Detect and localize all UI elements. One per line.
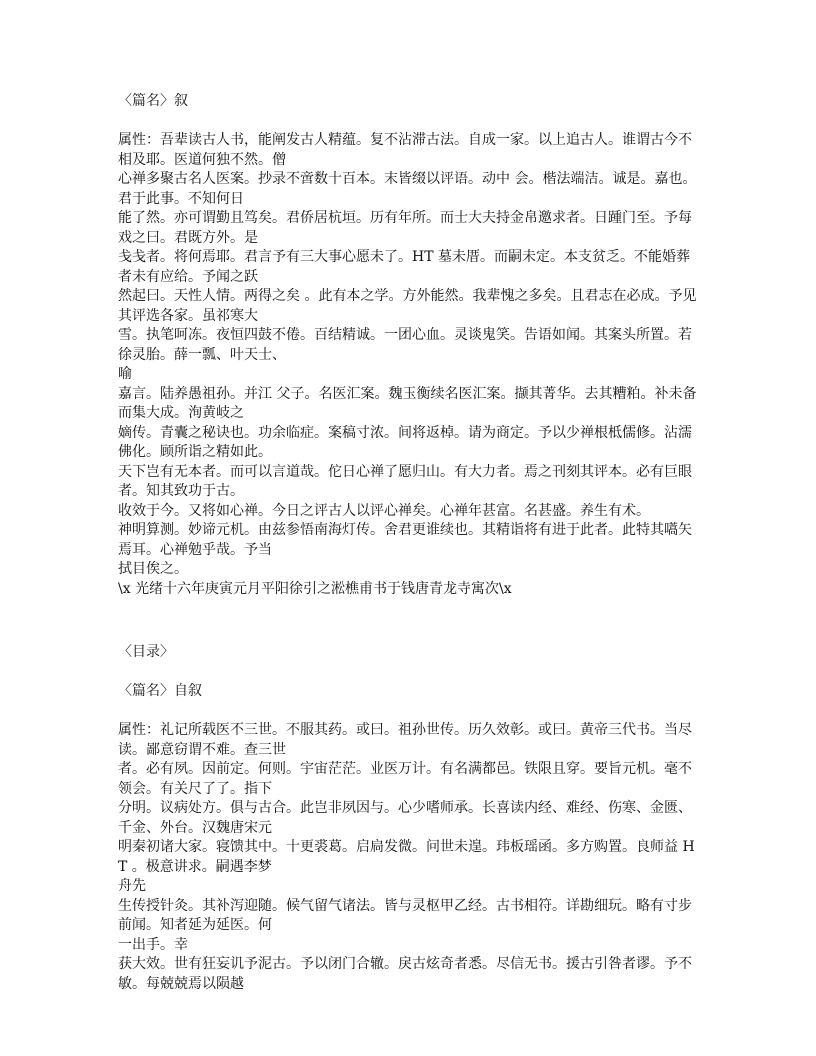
paragraph: 然起曰。天性人情。两得之矣 。此有本之学。方外能然。我辈愧之多矣。且君志在必成。予见其评选各家。虽祁寒大: [118, 288, 697, 324]
paragraph: 能了然。亦可谓勤且笃矣。君侨居杭垣。历有年所。而士大夫持金帛邀求者。日踵门至。予每戏之曰。君既方外。是: [118, 210, 692, 246]
paragraph: 一出手。幸: [118, 936, 188, 953]
spacer: [118, 599, 702, 643]
spacer: [118, 112, 702, 132]
paragraph: 者。必有夙。因前定。何则。宇宙茫茫。业医万计。有名满都邑。铁限且穿。要旨元机。毫不领会。有关尺了了。指下: [118, 761, 692, 797]
paragraph: 生传授针灸。其补泻迎随。候气留气诸法。皆与灵枢甲乙经。古书相符。详勘细玩。略有寸步前闻。知者延为延医。何: [118, 897, 692, 933]
spacer: [118, 663, 702, 683]
paragraph: 获大效。世有狂妄讥予泥古。予以闭门合辙。戾古炫奇者悉。尽信无书。援古引咎者谬。予不敏。每兢兢焉以陨越: [118, 956, 692, 992]
paragraph: 天下岂有无本者。而可以言道哉。佗日心禅了愿归山。有大力者。焉之刊刻其评本。必有巨眼者。知其致功于古。: [118, 463, 692, 499]
paragraph: 明秦初诸大家。寝馈其中。十更裘葛。启扃发微。问世未遑。玮板瑶函。多方购置。良师益 HT 。极意讲求。嗣遇李梦: [118, 839, 695, 875]
signature-line: \x 光绪十六年庚寅元月平阳徐引之淞樵甫书于钱唐青龙寺寓次\x: [118, 580, 512, 597]
paragraph: 喻: [118, 366, 132, 382]
section-body: [118, 721, 702, 994]
paragraph: 分明。议病处方。俱与古合。此岂非夙因与。心少嗜师承。长喜读内经、难经、伤寒、金匮、千金、外台。汉魏唐宋元: [118, 800, 692, 836]
paragraph: 拭目俟之。: [118, 561, 188, 577]
paragraph: 舟先: [118, 878, 146, 894]
paragraph: 雪。执笔呵冻。夜恒四鼓不倦。百结精诚。一团心血。灵谈鬼笑。告语如闻。其案头所置。若徐灵胎。薛一瓢、叶天士、: [118, 327, 692, 363]
spacer: [118, 702, 702, 722]
paragraph: 属性：吾辈读古人书，能阐发古人精蕴。复不沾滞古法。自成一家。以上追古人。谁谓古今不相及耶。医道何独不然。僧: [118, 132, 692, 168]
section-heading: 〈篇名〉自叙: [118, 683, 202, 699]
paragraph: 戋戋者。将何焉耶。君言予有三大事心愿未了。HT 墓未厝。而嗣未定。本支贫乏。不能婚葬者未有应给。予闻之跃: [118, 249, 690, 285]
paragraph: 心禅多聚古名人医案。抄录不啻数十百本。末皆缀以评语。动中 会。楷法端洁。诚是。嘉也。君于此事。不知何日: [118, 171, 697, 207]
document-page: [118, 92, 702, 994]
paragraph: 属性：礼记所载医不三世。不服其药。或曰。祖孙世传。历久效彰。或曰。黄帝三代书。当尽读。鄙意窃谓不难。查三世: [118, 722, 692, 758]
paragraph: 嘉言。陆养愚祖孙。并江 父子。名医汇案。魏玉衡续名医汇案。撷其菁华。去其糟粕。补未备而集大成。洵黄岐之: [118, 385, 697, 421]
paragraph: 神明算测。妙谛元机。由兹参悟南海灯传。舍君更谁续也。其精诣将有进于此者。此特其嚆矢焉耳。心禅勉乎哉。予当: [118, 522, 692, 558]
section-heading: 〈篇名〉叙: [118, 93, 188, 109]
section-body: [118, 131, 702, 599]
paragraph: 嫡传。青囊之秘诀也。功余临症。案稿寸浓。间将返棹。请为商定。予以少禅根柢儒修。沾濡佛化。顾所诣之精如此。: [118, 424, 692, 460]
toc-heading: 〈目录〉: [118, 644, 174, 660]
paragraph: 收效于今。又将如心禅。今日之评古人以评心禅矣。心禅年甚富。名甚盛。养生有术。: [118, 502, 650, 519]
